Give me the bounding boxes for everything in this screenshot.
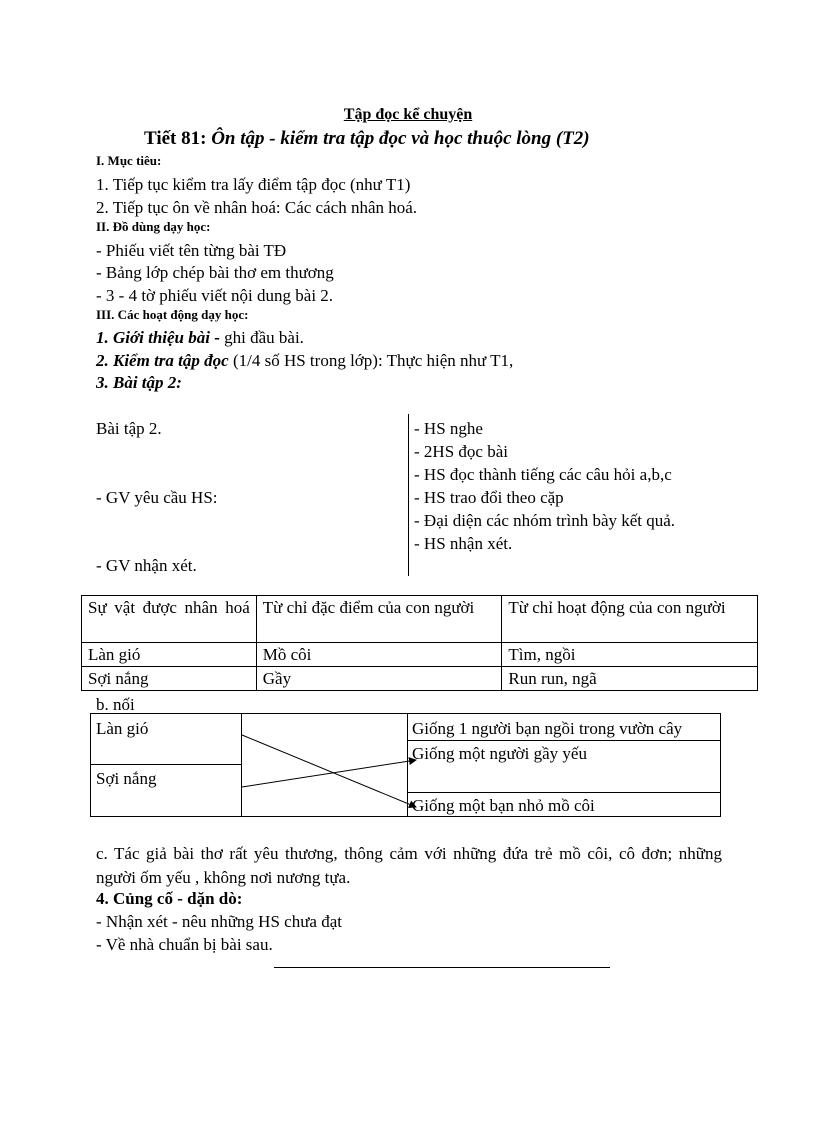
activity-label: 2. Kiểm tra tập đọc [96,351,229,370]
table-cell: Mồ côi [256,643,502,667]
activity-intro [96,327,304,348]
match-right-item: Giống 1 người bạn ngồi trong vườn cây [412,719,683,738]
lesson-name: Ôn tập - kiểm tra tập đọc và học thuộc lòng (T2) [211,128,590,149]
activities-heading: III. Các hoạt động dạy học: [96,307,249,322]
match-divider [407,740,720,741]
matching-lines [240,713,420,823]
activity-text: ghi đầu bài. [219,328,304,347]
student-step: - HS trao đổi theo cặp [414,488,564,507]
footer-rule [274,967,610,968]
objective-item: 1. Tiếp tục kiểm tra lấy điểm tập đọc (như T1) [96,175,411,194]
student-step: - 2HS đọc bài [414,442,508,461]
lesson-title [144,127,590,151]
material-item: - Phiếu viết tên từng bài TĐ [96,241,287,260]
table-header-cell: Từ chỉ đặc điểm của con người [256,596,502,643]
match-left-item: Làn gió [96,719,149,738]
table-row [82,643,758,667]
table-cell: Sợi nắng [82,667,257,691]
activity-text: (1/4 số HS trong lớp): Thực hiện như T1, [228,351,514,370]
column-divider [408,414,409,576]
matching-label: b. nối [96,695,135,714]
match-divider [407,792,720,793]
teacher-step: Bài tập 2. [96,419,162,438]
conclusion-paragraph: c. Tác giả bài thơ rất yêu thương, thông cảm với những đứa trẻ mồ côi, cô đơn; những người ốm yếu , không nơi nương tựa. [96,844,722,887]
activity-check [96,350,513,371]
table-cell: Run run, ngã [502,667,758,691]
table-cell: Làn gió [82,643,257,667]
teacher-step: - GV nhận xét. [96,556,197,575]
match-left-item: Sợi nắng [96,769,157,788]
materials-heading: II. Đồ dùng dạy học: [96,219,211,234]
teacher-step: - GV yêu cầu HS: [96,488,218,507]
match-arrow [242,760,416,787]
document-title: Tập đọc kể chuyện [343,106,473,123]
activity-label: 1. Giới thiệu bài - [96,328,220,347]
student-step: - Đại diện các nhóm trình bày kết quả. [414,511,676,530]
activity-exercise-label: 3. Bài tập 2: [96,373,182,392]
table-header-row [82,596,758,643]
personification-table [81,595,758,691]
table-header-cell: Sự vật được nhân hoá [82,596,257,643]
match-right-item: Giống một bạn nhỏ mồ côi [412,796,595,815]
match-right-item: Giống một người gầy yếu [412,744,587,763]
student-step: - HS nhận xét. [414,534,513,553]
table-header-cell: Từ chỉ hoạt động của con người [502,596,758,643]
lesson-number: Tiết 81: [144,128,207,149]
table-cell: Gầy [256,667,502,691]
match-divider [91,764,241,765]
material-item: - 3 - 4 tờ phiếu viết nội dung bài 2. [96,286,334,305]
student-step: - HS nghe [414,419,483,438]
match-arrow [242,735,416,807]
material-item: - Bảng lớp chép bài thơ em thương [96,263,334,282]
wrapup-heading: 4. Củng cố - dặn dò: [96,889,243,908]
student-step: - HS đọc thành tiếng các câu hỏi a,b,c [414,465,672,484]
objective-item: 2. Tiếp tục ôn về nhân hoá: Các cách nhân hoá. [96,198,418,217]
objectives-heading: I. Mục tiêu: [96,153,162,168]
table-cell: Tìm, ngồi [502,643,758,667]
table-row [82,667,758,691]
wrapup-item: - Về nhà chuẩn bị bài sau. [96,935,273,954]
wrapup-item: - Nhận xét - nêu những HS chưa đạt [96,912,342,931]
